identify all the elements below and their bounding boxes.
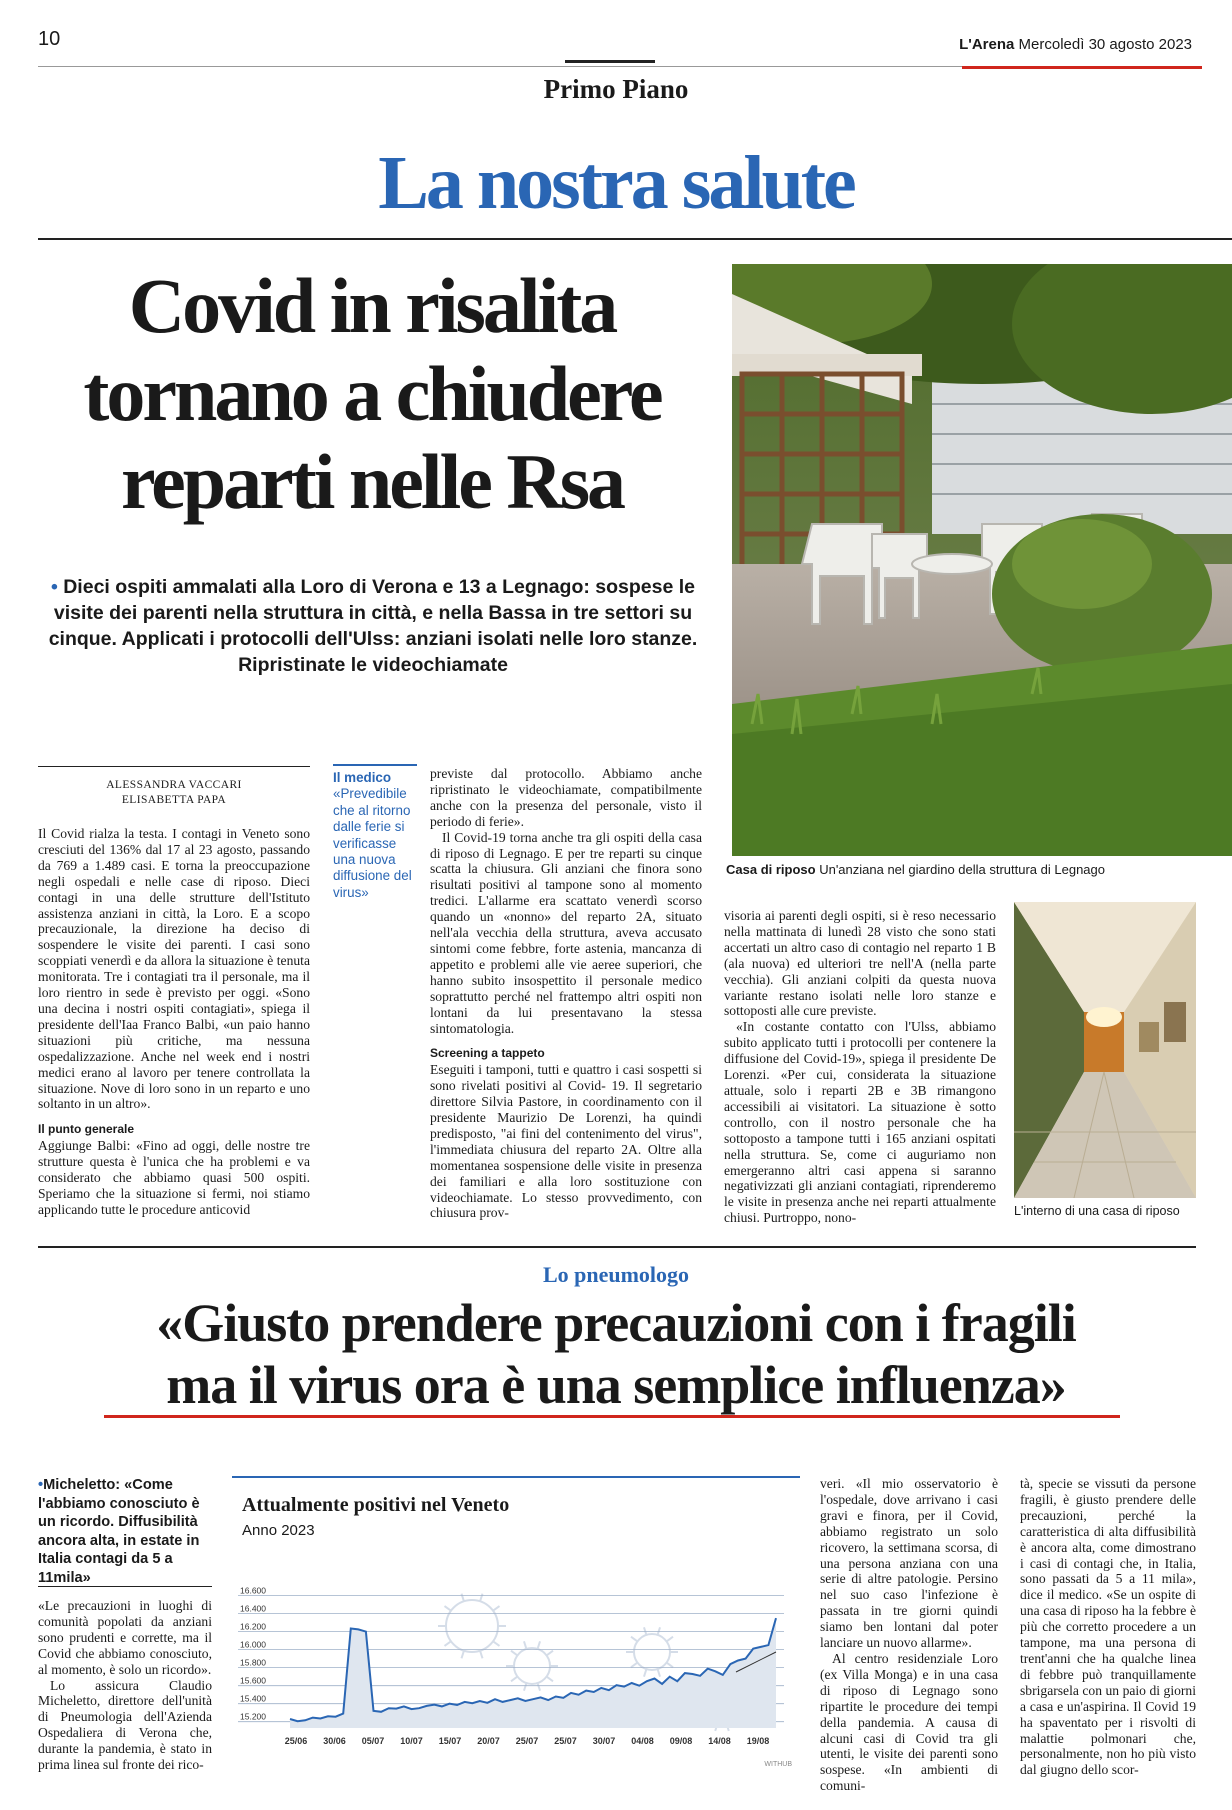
paragraph: «Le precauzioni in luoghi di comunità popolati da anziani sono prudenti e corrette, ma il Covid che abbiamo conosciuto, al momento, è solo un ricordo». bbox=[38, 1598, 212, 1677]
chart-title: Attualmente positivi nel Veneto bbox=[242, 1494, 510, 1516]
headline-line: tornano a chiudere bbox=[83, 350, 661, 437]
deck-rule bbox=[38, 1586, 212, 1587]
x-tick-label: 30/07 bbox=[592, 1736, 616, 1746]
author-name: ALESSANDRA VACCARI bbox=[106, 779, 242, 791]
y-tick-label: 15.400 bbox=[240, 1693, 266, 1704]
article-column-2 bbox=[430, 766, 702, 1221]
x-tick-label: 04/08 bbox=[631, 1736, 654, 1746]
headline-line: «Giusto prendere precauzioni con i fragili bbox=[156, 1293, 1076, 1353]
deck-text: Dieci ospiti ammalati alla Loro di Verona e 13 a Legnago: sospese le visite dei parenti nella struttura in città, e nella Bassa in tre settori su cinque. Applicati i protocolli dell'Ulss: anziani isolati nelle loro stanze. Ripristinate le videochiamate bbox=[48, 576, 698, 676]
article2-deck bbox=[38, 1476, 212, 1587]
chart-credit: WITHUB bbox=[764, 1761, 792, 1768]
paragraph: Eseguiti i tamponi, tutti e quattro i casi sospetti si sono rivelati positivi al Covid- 19. Il segretario direttore Silvia Pastore, in coordinamento con il presidente Maurizio De Lorenzi, ha quindi predisposto, "ai fini del contenimento del virus", l'immediata chiusura del reparto 2A. Oltre alla momentanea sospensione delle visite in presenza dei familiari e alla loro sostituzione con videochiamate. Lo stesso provvedimento, con chiusura prov- bbox=[430, 1062, 702, 1221]
paragraph: tà, specie se vissuti da persone fragili, è giusto prendere delle precauzioni, perché la caratteristica di alta diffusibilità è ancora alta, come dimostrano i casi di contagi che, in Italia, sono passati da 5 a 11 mila», dice il medico. «Se un ospite di una casa di riposo ha la febbre è più che corretto procedere a un tampone, ma una persona di trent'anni che ha qualche linea di febbre può tranquillamente sbrigarsela con un paio di giorni a casa e un'aspirina. Il Covid 19 ha spaventato per i risvolti di malattie polmonari che, personalmente, non ho più visto dal giugno dello scor- bbox=[1020, 1476, 1196, 1778]
x-tick-label: 25/07 bbox=[515, 1736, 539, 1746]
garden-photo-image bbox=[732, 264, 1232, 856]
sidebar-title: Il medico bbox=[333, 770, 392, 785]
paragraph: Lo assicura Claudio Micheletto, direttore dell'unità di Pneumologia dell'Azienda Ospedaliera di Verona che, durante la pandemia, è stato in prima linea sul fronte dei rico- bbox=[38, 1677, 212, 1773]
y-tick-label: 16.000 bbox=[240, 1639, 266, 1650]
main-headline bbox=[32, 262, 712, 526]
paragraph: Aggiunge Balbi: «Fino ad oggi, delle nostre tre strutture questa è l'unica che ha problemi e va considerato che abbiamo quasi 500 ospiti. Speriamo che la situazione si fermi, noi stiamo applicando tutte le procedure anticovid bbox=[38, 1138, 310, 1217]
x-tick-label: 05/07 bbox=[361, 1736, 385, 1746]
article-column-3 bbox=[724, 908, 996, 1226]
issue-date: Mercoledì 30 agosto 2023 bbox=[1018, 36, 1192, 53]
author-name: ELISABETTA PAPA bbox=[121, 794, 227, 806]
subhead: Screening a tappeto bbox=[430, 1046, 545, 1061]
x-tick-label: 09/08 bbox=[669, 1736, 693, 1746]
paragraph: Il Covid rialza la testa. I contagi in Veneto sono cresciuti del 136% dal 17 al 23 agosto, passando da 769 a 1.489 casi. E torna la preoccupazione negli ospedali e nelle case di riposo. Dieci contagi in una delle strutture dell'Istituto assistenza anziani in città, la Loro. E a scopo precauzionale, la direzione ha deciso di sospendere le visite dei parenti. I casi sono scoppiati venerdì e da allora la situazione è tenuta monitorata. Tre i contagiati tra il personale, ma il loro rientro in sede è previsto per oggi. «Sono una decina i nostri ospiti contagiati», spiega il presidente dell'Iaa Franco Balbi, «un paio hanno situazioni più critiche, ma nessuna ospedalizzazione. Anche nel week end i nostri medici erano al lavoro per tenere controllata la situazione. Nove di loro sono in un reparto e uno soltanto in un altro». bbox=[38, 826, 310, 1112]
photo1-caption bbox=[726, 862, 1232, 877]
x-tick-label: 10/07 bbox=[400, 1736, 423, 1746]
masthead bbox=[959, 36, 1192, 53]
byline bbox=[38, 778, 310, 808]
positives-chart bbox=[232, 1476, 800, 1772]
corridor-photo bbox=[1014, 902, 1196, 1198]
caption-label: Casa di riposo bbox=[726, 862, 816, 877]
virus-icon bbox=[438, 1594, 506, 1659]
bullet-icon: • bbox=[38, 1477, 44, 1493]
doctor-quote-sidebar bbox=[333, 764, 417, 901]
masthead-underline bbox=[962, 66, 1202, 69]
article-divider bbox=[38, 1246, 1196, 1248]
paper-name: L'Arena bbox=[959, 36, 1015, 53]
headline-line: ma il virus ora è una semplice influenza» bbox=[166, 1355, 1066, 1415]
section-bar bbox=[565, 60, 655, 63]
chart-subtitle: Anno 2023 bbox=[242, 1522, 315, 1539]
garden-photo bbox=[732, 264, 1232, 856]
virus-icon bbox=[626, 1627, 678, 1676]
page-number: 10 bbox=[38, 28, 61, 50]
y-tick-label: 15.600 bbox=[240, 1675, 266, 1686]
x-tick-label: 15/07 bbox=[438, 1736, 462, 1746]
article2-column-3 bbox=[1020, 1476, 1196, 1778]
y-tick-label: 15.800 bbox=[240, 1657, 266, 1668]
headline-underline bbox=[104, 1415, 1120, 1418]
paragraph: veri. «Il mio osservatorio è l'ospedale, dove arrivano i casi gravi e finora, per il Covid, abbiamo registrato un solo ricovero, la settimana scorsa, di una persona anziana con una serie di altre patologie. Persino nel suo caso l'infezione è passata in tre giorni quindi siamo ben lontani dal poter lanciare un nuovo allarme». bbox=[820, 1476, 998, 1651]
y-tick-label: 16.200 bbox=[240, 1621, 266, 1632]
section-title: La nostra salute bbox=[378, 141, 854, 225]
photo2-caption: L'interno di una casa di riposo bbox=[1014, 1204, 1180, 1218]
x-tick-label: 14/08 bbox=[708, 1736, 731, 1746]
x-tick-label: 30/06 bbox=[323, 1736, 346, 1746]
paragraph: «In costante contatto con l'Ulss, abbiamo subito applicato tutti i protocolli per contenere la diffusione del Covid-19», spiega il presidente De Lorenzi. «Per cui, considerata la situazione attuale, solo i reparti 2B e 3B rimangono accessibili ai visitatori. La situazione è sotto controllo, con il nostro personale che ha sottoposto a tampone tutti i 165 anziani ospitati nella struttura. Se, come ci auguriamo non emergeranno altri casi appena si saranno negativizzati gli anziani contagiati, riprenderemo le visite in presenza anche nei reparti attualmente chiusi. Purtroppo, nono- bbox=[724, 1019, 996, 1226]
bullet-icon: • bbox=[50, 576, 58, 598]
byline-rule bbox=[38, 766, 310, 767]
corridor-photo-image bbox=[1014, 902, 1196, 1198]
y-tick-label: 16.600 bbox=[240, 1585, 266, 1596]
headline-line: Covid in risalita bbox=[128, 262, 616, 349]
section-rule bbox=[38, 238, 1232, 240]
article2-column-1 bbox=[38, 1598, 212, 1773]
paragraph: visoria ai parenti degli ospiti, si è reso necessario nella mattinata di lunedì 28 visto che sono stati accertati un altro caso di contagio nel reparto 1 B (ala nuova) ed ulteriori tre nell'A (nella parte vecchia). Gli anziani colpiti da questa nuova variante restano isolati nelle loro stanze e sottoposti alle cure previste. bbox=[724, 908, 996, 1019]
article2-column-2 bbox=[820, 1476, 998, 1794]
paragraph: previste dal protocollo. Abbiamo anche ripristinato le videochiamate, compatibilmente anche con la presenza del personale, visto il periodo di ferie». bbox=[430, 766, 702, 829]
caption-text: Un'anziana nel giardino della struttura di Legnago bbox=[819, 862, 1105, 877]
section-label: Primo Piano bbox=[543, 74, 689, 104]
article2-kicker: Lo pneumologo bbox=[542, 1262, 690, 1287]
x-tick-label: 19/08 bbox=[746, 1736, 770, 1746]
x-tick-label: 25/06 bbox=[284, 1736, 308, 1746]
article-column-1 bbox=[38, 826, 310, 1218]
sidebar-quote: «Prevedibile che al ritorno dalle ferie si verificasse una nuova diffusione del virus» bbox=[333, 786, 412, 900]
virus-icon bbox=[506, 1641, 558, 1690]
paragraph: Al centro residenziale Loro (ex Villa Monga) e in una casa di riposo di Legnago sono ripartite le procedure dei tempi della pandemia. A causa di alcuni casi di Covid tra gli utenti, le visite dei parenti sono sospese. «In ambienti di comuni- bbox=[820, 1650, 998, 1794]
y-tick-label: 15.200 bbox=[240, 1711, 266, 1722]
article-deck bbox=[48, 574, 698, 678]
article2-headline bbox=[0, 1292, 1232, 1416]
headline-line: reparti nelle Rsa bbox=[120, 438, 624, 525]
paragraph: Il Covid-19 torna anche tra gli ospiti della casa di riposo di Legnago. E per tre reparti su cinque scatta la chiusura. Gli anziani che finora sono risultati positivi al tampone sono al momento tredici. L'allarme era scattato venerdì scorso quando un «nonno» del reparto 2A, situato nell'ala vecchia della struttura, aveva accusato sintomi come febbre, forte astenia, mancanza di appetito e problemi alle vie aeree superiori, che hanno subito insospettito il personale medico soprattutto perché nel frattempo altri ospiti non lontani da lui presentavano la stessa sintomatologia. bbox=[430, 829, 702, 1036]
x-tick-label: 20/07 bbox=[477, 1736, 500, 1746]
deck-text: Micheletto: «Come l'abbiamo conosciuto è un ricordo. Diffusibilità ancora alta, in estate in Italia contagi da 5 a 11mila» bbox=[38, 1477, 200, 1586]
x-tick-label: 25/07 bbox=[554, 1736, 577, 1746]
subhead: Il punto generale bbox=[38, 1122, 135, 1137]
y-tick-label: 16.400 bbox=[240, 1603, 266, 1614]
